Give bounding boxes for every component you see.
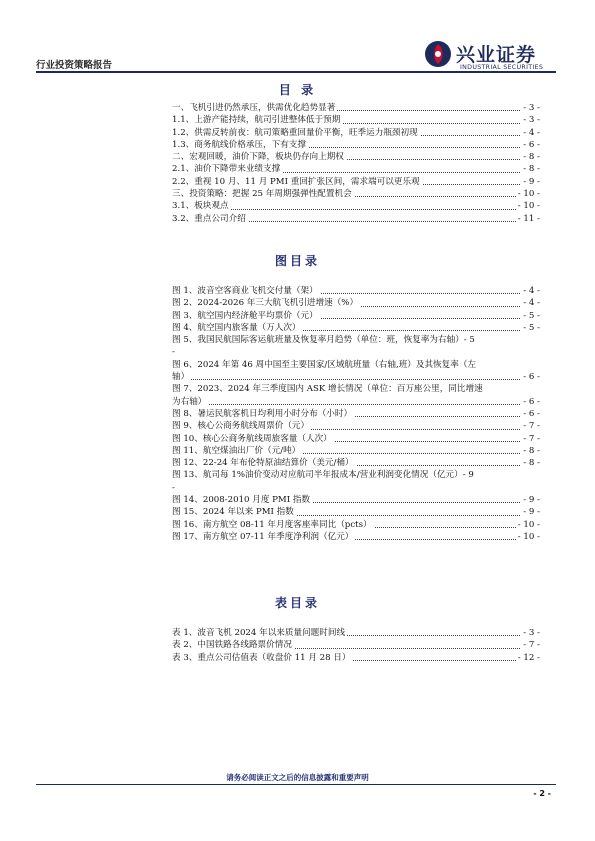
figures-title: 图目录 bbox=[274, 254, 320, 268]
logo-chinese-name: 兴业证券 bbox=[456, 44, 537, 66]
toc-item[interactable]: 一、飞机引进仍然承压，供需优化趋势显著 - 3 - bbox=[172, 103, 540, 113]
footer-divider bbox=[36, 784, 556, 785]
header-divider bbox=[36, 71, 556, 73]
page-number: - 2 - bbox=[533, 789, 551, 798]
figure-item[interactable]: 图 5、我国民航国际客运航班量及恢复率月趋势（单位：班，恢复率为右轴）- 5 - bbox=[172, 335, 475, 358]
figure-item[interactable]: 图 3、航空国内经济舱平均票价（元） - 5 - bbox=[172, 310, 540, 321]
figure-item[interactable]: 图 1、波音空客商业飞机交付量（架） - 4 - bbox=[172, 286, 540, 296]
figure-item[interactable]: 图 4、航空国内旅客量（万人次） - 5 - bbox=[172, 322, 540, 333]
toc-item[interactable]: 2.1、油价下降带来业绩支撑 - 8 - bbox=[172, 164, 540, 175]
figure-item[interactable]: 图 8、暑运民航客机日均利用小时分布（小时） - 6 - bbox=[172, 408, 540, 419]
figure-item[interactable]: 图 10、核心公商务航线周旅客量（人次） - 7 - bbox=[172, 433, 540, 444]
toc-item[interactable]: 1.3、商务航线价格承压，下有支撑 - 6 - bbox=[172, 139, 540, 150]
toc-item[interactable]: 三、投资策略：把握 25 年周期强弹性配置机会 - 10 - bbox=[172, 189, 540, 200]
figure-item[interactable]: 图 17、南方航空 07-11 年季度净利润（亿元） - 10 - bbox=[172, 531, 540, 542]
figure-item[interactable]: 图 16、南方航空 08-11 年月度客座率同比（pcts） - 10 - bbox=[172, 519, 540, 530]
disclaimer-note: 请务必阅读正文之后的信息披露和重要声明 bbox=[226, 773, 369, 782]
toc-item[interactable]: 1.1、上游产能持续，航司引进整体低于预期 - 3 - bbox=[172, 115, 540, 126]
toc-item[interactable]: 3.2、重点公司介绍 - 11 - bbox=[172, 213, 540, 224]
toc-list bbox=[172, 102, 540, 225]
toc-item[interactable]: 2.2、重视 10 月、11 月 PMI 重回扩张区间，需求端可以更乐观 - 9 - bbox=[172, 176, 540, 187]
figure-item[interactable]: 图 7、2023、2024 年三季度国内 ASK 增长情况（单位：百万座公里，同比增速 为右轴） - 6 - bbox=[172, 384, 540, 407]
table-item[interactable]: 表 1、波音飞机 2024 年以来质量问题时间线 - 3 - bbox=[172, 628, 540, 638]
figure-item[interactable]: 图 11、航空煤油出厂价（元/吨） - 8 - bbox=[172, 445, 540, 456]
toc-item[interactable]: 3.1、板块观点 - 10 - bbox=[172, 201, 540, 212]
logo-mark-icon bbox=[424, 40, 452, 68]
tables-title: 表目录 bbox=[274, 596, 320, 610]
report-type-label: 行业投资策略报告 bbox=[36, 60, 113, 71]
figures-list bbox=[172, 285, 540, 543]
toc-item[interactable]: 二、宏观回暖，油价下降，板块仍存向上期权 - 8 - bbox=[172, 152, 540, 163]
toc-title: 目 录 bbox=[278, 83, 317, 97]
figure-item[interactable]: 图 14、2008-2010 月度 PMI 指数 - 9 - bbox=[172, 495, 540, 506]
figure-item[interactable]: 图 2、2024-2026 年三大航飞机引进增速（%） - 4 - bbox=[172, 298, 540, 309]
figure-item[interactable]: 图 6、2024 年第 46 周中国至主要国家/区域航班量（右轴,班）及其恢复率（左 轴） - 6 - bbox=[172, 359, 540, 383]
figure-item[interactable]: 图 13、航司每 1%油价变动对应航司半年报成本/营业利润变化情况（亿元）- 9 - bbox=[172, 470, 474, 493]
tables-list bbox=[172, 627, 540, 664]
figure-item[interactable]: 图 12、22-24 年布伦特原油结算价（美元/桶） - 8 - bbox=[172, 458, 540, 469]
table-item[interactable]: 表 3、重点公司估值表（收盘价 11 月 28 日） - 12 - bbox=[172, 652, 540, 663]
toc-item[interactable]: 1.2、供需反转前夜：航司策略重回量价平衡，旺季运力瓶颈初现 - 4 - bbox=[172, 127, 540, 138]
figure-item[interactable]: 图 9、核心公商务航线周票价（元） - 7 - bbox=[172, 421, 540, 432]
logo-english-name: INDUSTRIAL SECURITIES bbox=[460, 64, 544, 71]
table-item[interactable]: 表 2、中国铁路各线路票价情况 - 7 - bbox=[172, 640, 540, 651]
figure-item[interactable]: 图 15、2024 年以来 PMI 指数 - 9 - bbox=[172, 507, 540, 518]
